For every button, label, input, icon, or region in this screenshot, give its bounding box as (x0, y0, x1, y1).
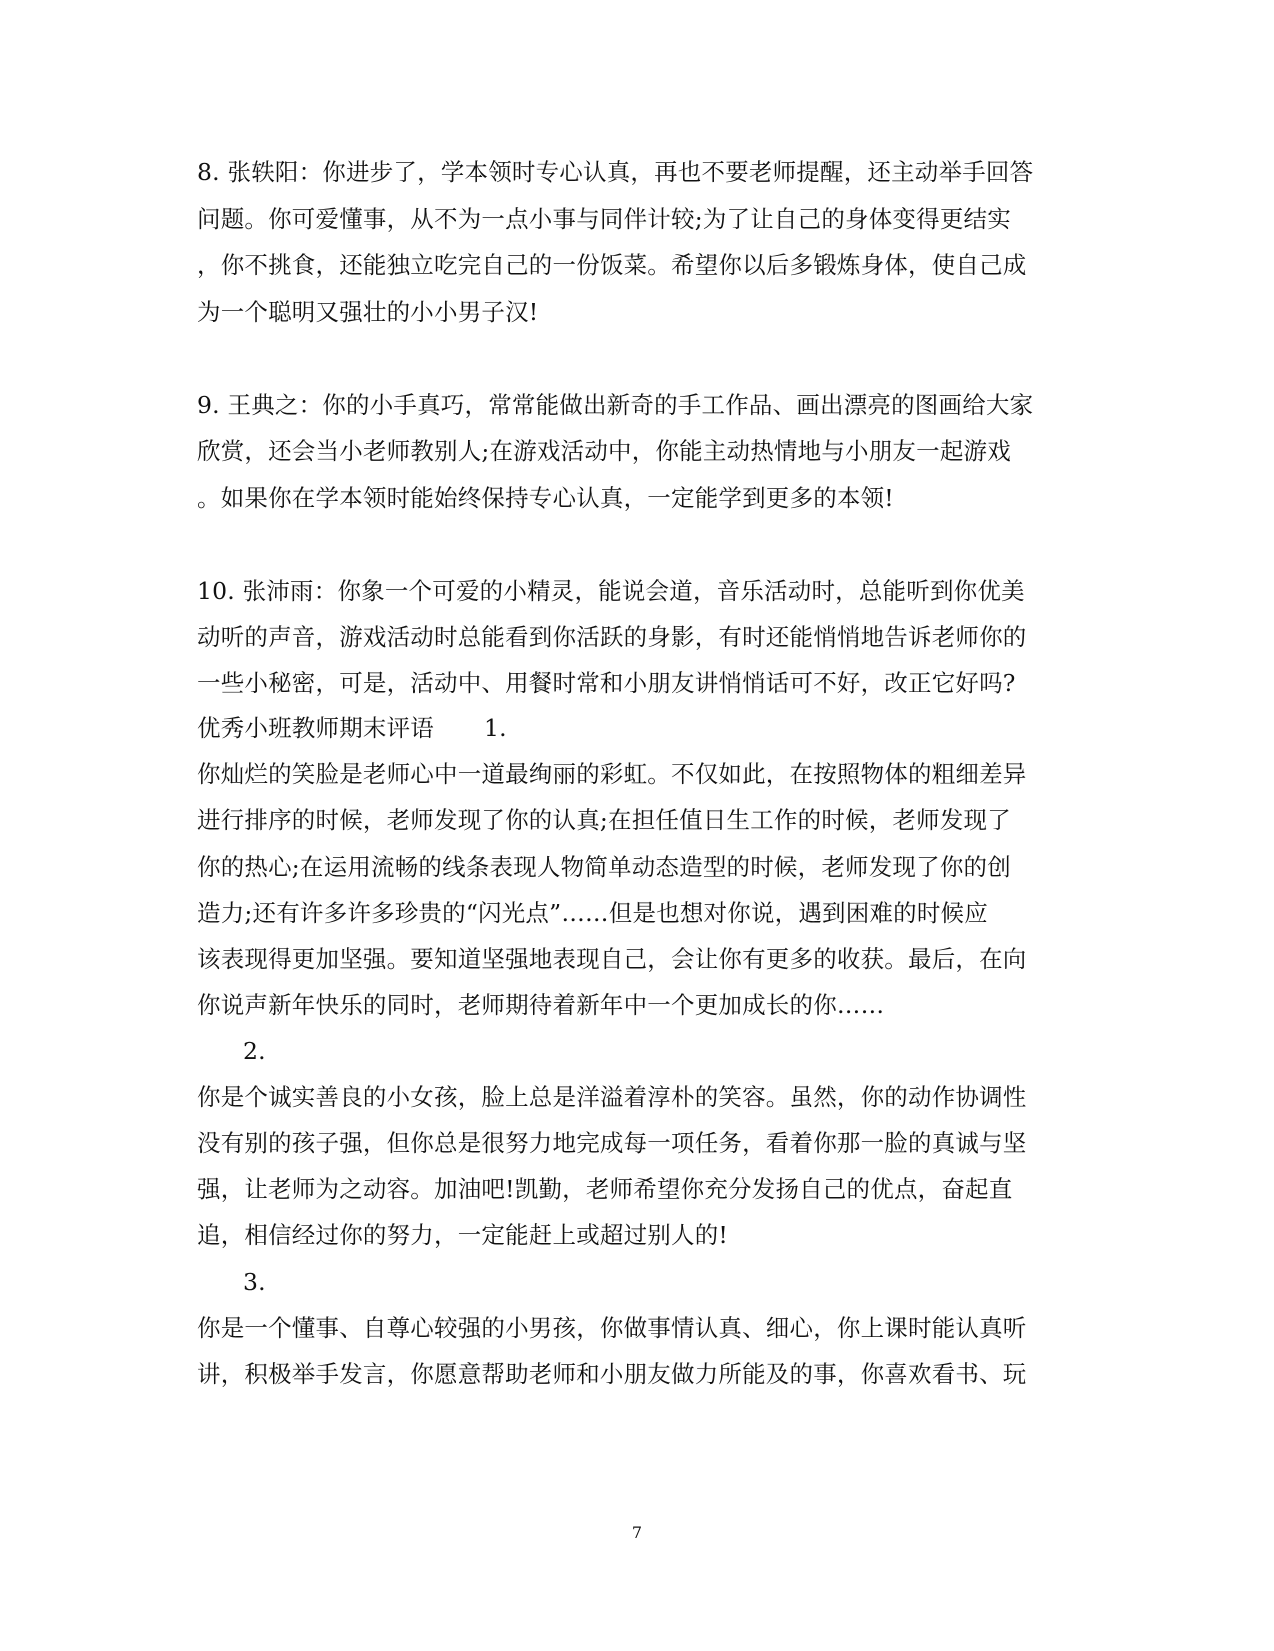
item-1-line-3: 你的热心;在运用流畅的线条表现人物简单动态造型的时候，老师发现了你的创 (197, 853, 1011, 881)
paragraph-8-line-2: 问题。你可爱懂事，从不为一点小事与同伴计较;为了让自己的身体变得更结实 (197, 205, 1011, 233)
item-1-line-2: 进行排序的时候，老师发现了你的认真;在担任值日生工作的时候，老师发现了 (197, 806, 1011, 834)
heading-title: 优秀小班教师期末评语 (197, 714, 434, 742)
item-2-line-3: 强，让老师为之动容。加油吧!凯勤，老师希望你充分发扬自己的优点，奋起直 (197, 1175, 1013, 1203)
item-3-number: 3. (243, 1268, 266, 1296)
paragraph-9-line-1: 9. 王典之：你的小手真巧，常常能做出新奇的手工作品、画出漂亮的图画给大家 (197, 391, 1034, 419)
paragraph-9-line-2: 欣赏，还会当小老师教别人;在游戏活动中，你能主动热情地与小朋友一起游戏 (197, 437, 1011, 465)
item-1-line-6: 你说声新年快乐的同时，老师期待着新年中一个更加成长的你…… (197, 991, 885, 1019)
item-2-line-1: 你是个诚实善良的小女孩，脸上总是洋溢着淳朴的笑容。虽然，你的动作协调性 (197, 1083, 1027, 1111)
item-1-line-5: 该表现得更加坚强。要知道坚强地表现自己，会让你有更多的收获。最后，在向 (197, 945, 1027, 973)
paragraph-8-line-3: ，你不挑食，还能独立吃完自己的一份饭菜。希望你以后多锻炼身体，使自己成 (197, 251, 1027, 279)
section-heading (197, 713, 507, 743)
paragraph-10-line-3: 一些小秘密，可是，活动中、用餐时常和小朋友讲悄悄话可不好，改正它好吗? (197, 669, 1016, 697)
item-3-line-2: 讲，积极举手发言，你愿意帮助老师和小朋友做力所能及的事，你喜欢看书、玩 (197, 1360, 1027, 1388)
paragraph-8-line-1: 8. 张轶阳：你进步了，学本领时专心认真，再也不要老师提醒，还主动举手回答 (197, 158, 1034, 186)
item-1-line-1: 你灿烂的笑脸是老师心中一道最绚丽的彩虹。不仅如此，在按照物体的粗细差异 (197, 760, 1027, 788)
item-2-number: 2. (243, 1037, 266, 1065)
item-1-line-4: 造力;还有许多许多珍贵的“闪光点”……但是也想对你说，遇到困难的时候应 (197, 899, 988, 927)
paragraph-9-line-3: 。如果你在学本领时能始终保持专心认真，一定能学到更多的本领! (197, 484, 894, 512)
item-2-line-2: 没有别的孩子强，但你总是很努力地完成每一项任务，看着你那一脸的真诚与坚 (197, 1129, 1027, 1157)
page-number: 7 (631, 1523, 643, 1542)
heading-item-number: 1. (484, 714, 507, 742)
item-3-line-1: 你是一个懂事、自尊心较强的小男孩，你做事情认真、细心，你上课时能认真听 (197, 1314, 1027, 1342)
item-2-line-4: 追，相信经过你的努力，一定能赶上或超过别人的! (197, 1221, 729, 1249)
paragraph-10-line-2: 动听的声音，游戏活动时总能看到你活跃的身影，有时还能悄悄地告诉老师你的 (197, 623, 1027, 651)
paragraph-10-line-1: 10. 张沛雨：你象一个可爱的小精灵，能说会道，音乐活动时，总能听到你优美 (197, 577, 1025, 605)
paragraph-8-line-4: 为一个聪明又强壮的小小男子汉! (197, 298, 539, 326)
